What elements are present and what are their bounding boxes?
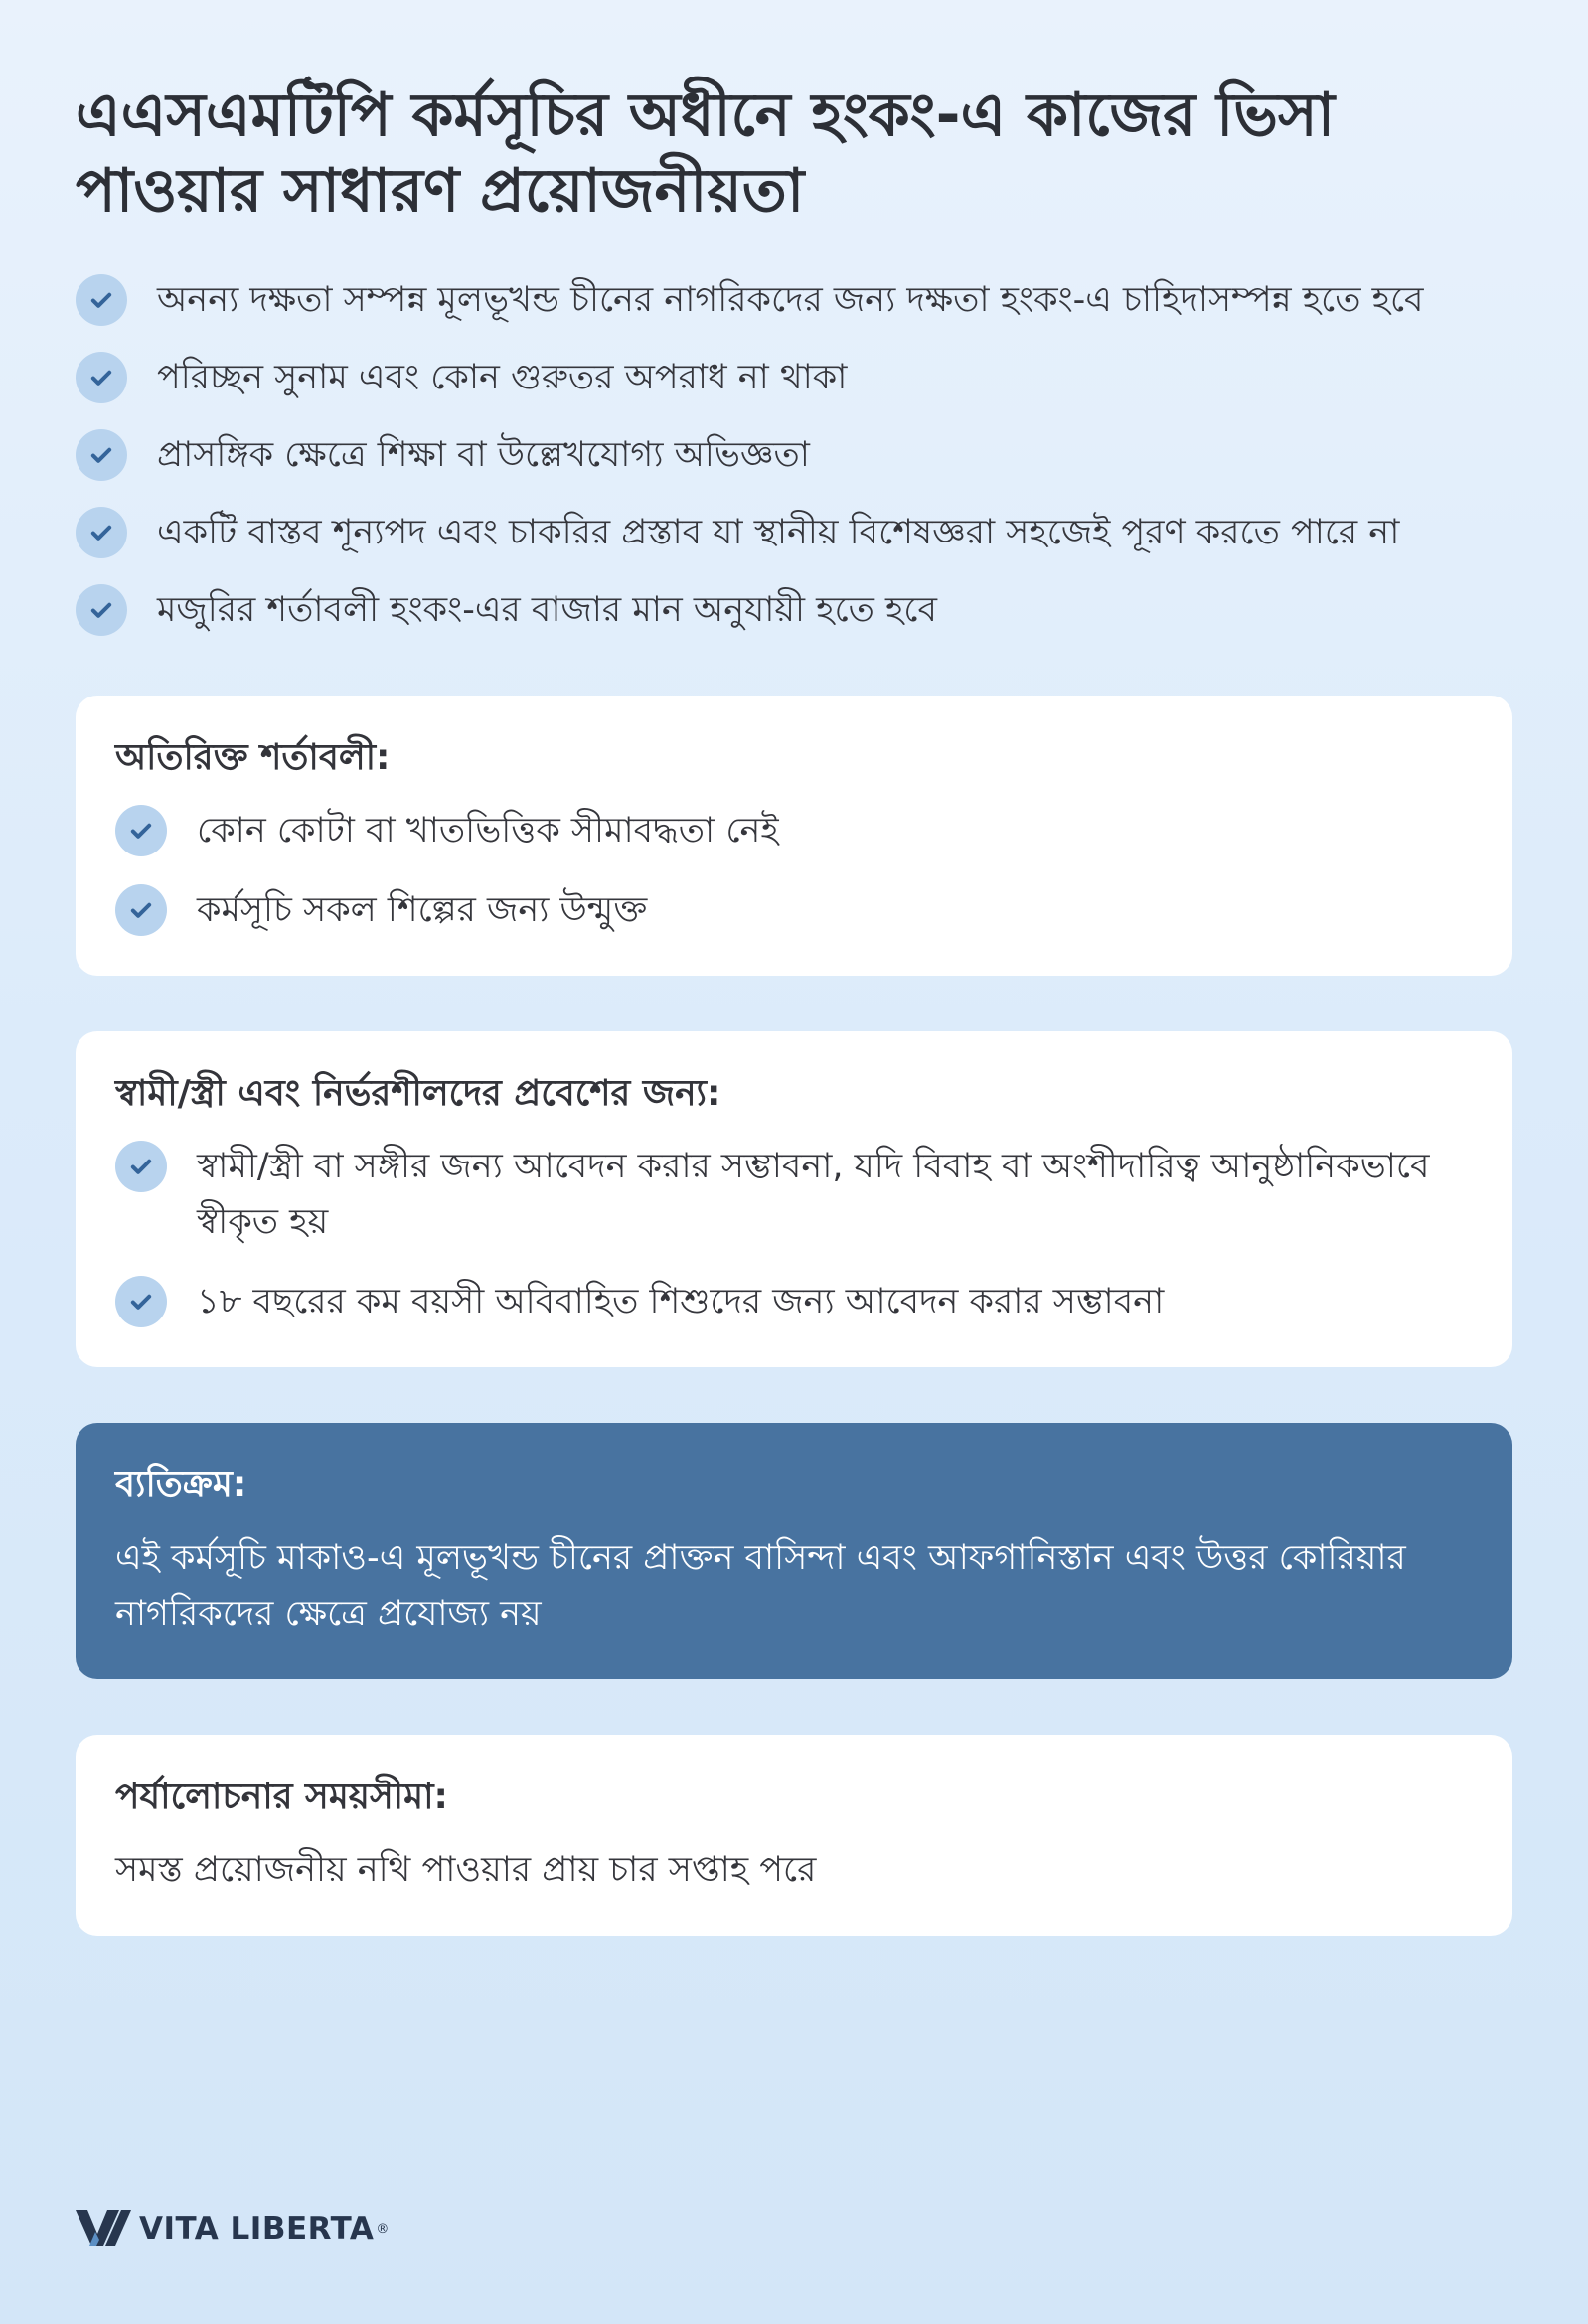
list-item [115,1274,1473,1329]
check-circle-icon [115,1276,167,1327]
list-item [76,505,1512,560]
check-circle-icon [76,352,127,403]
check-circle-icon [76,429,127,481]
requirement-text: পরিচ্ছন সুনাম এবং কোন গুরুতর অপরাধ না থাকা [157,358,848,397]
registered-mark: ® [376,2221,390,2237]
review-card [76,1735,1512,1936]
check-circle-icon [115,1141,167,1192]
list-item [115,1139,1473,1250]
list-item [115,882,1473,938]
additional-conditions-card [76,696,1512,976]
page-title: এএসএমটিপি কর্মসূচির অধীনে হংকং-এ কাজের ভিসা পাওয়ার সাধারণ প্রয়োজনীয়তা [76,80,1336,226]
review-text: সমস্ত প্রয়োজনীয় নথি পাওয়ার প্রায় চার সপ্তাহ পরে [115,1850,817,1890]
requirements-list [76,272,1512,638]
check-circle-icon [76,274,127,326]
dependents-heading: স্বামী/স্ত্রী এবং নির্ভরশীলদের প্রবেশের জন্য: [115,1073,721,1114]
check-circle-icon [76,507,127,558]
exception-text: এই কর্মসূচি মাকাও-এ মূলভূখন্ড চীনের প্রাক্তন বাসিন্দা এবং আফগানিস্তান এবং উত্তর কোরিয়ার নাগরিকদের ক্ষেত্রে প্রযোজ্য নয় [115,1538,1406,1633]
list-item [76,427,1512,483]
dependents-list [115,1139,1473,1329]
brand-logo [76,2206,389,2251]
review-heading: পর্যালোচনার সময়সীমা: [115,1777,448,1817]
check-circle-icon [115,884,167,936]
vita-liberta-logo-icon [76,2206,131,2251]
list-item [76,350,1512,405]
additional-conditions-list [115,803,1473,938]
condition-text: কোন কোটা বা খাতভিত্তিক সীমাবদ্ধতা নেই [197,811,779,851]
requirement-text: একটি বাস্তব শূন্যপদ এবং চাকরির প্রস্তাব যা স্থানীয় বিশেষজ্ঞরা সহজেই পূরণ করতে পারে না [157,513,1400,552]
check-circle-icon [76,584,127,636]
list-item [76,272,1512,328]
list-item [76,582,1512,638]
requirement-text: অনন্য দক্ষতা সম্পন্ন মূলভূখন্ড চীনের নাগরিকদের জন্য দক্ষতা হংকং-এ চাহিদাসম্পন্ন হতে হবে [157,280,1424,320]
condition-text: কর্মসূচি সকল শিল্পের জন্য উন্মুক্ত [197,890,648,930]
exception-heading: ব্যতিক্রম: [115,1465,247,1505]
dependent-text: স্বামী/স্ত্রী বা সঙ্গীর জন্য আবেদন করার সম্ভাবনা, যদি বিবাহ বা অংশীদারিত্ব আনুষ্ঠানিকভাবে স্বীকৃত হয় [197,1147,1430,1242]
infographic [76,77,1512,1936]
brand-name: VITA LIBERTA [139,2211,375,2247]
dependents-card [76,1031,1512,1367]
additional-conditions-heading: অতিরিক্ত শর্তাবলী: [115,737,391,778]
check-circle-icon [115,805,167,856]
dependent-text: ১৮ বছরের কম বয়সী অবিবাহিত শিশুদের জন্য আবেদন করার সম্ভাবনা [197,1282,1165,1321]
requirement-text: প্রাসঙ্গিক ক্ষেত্রে শিক্ষা বা উল্লেখযোগ্য অভিজ্ঞতা [157,435,810,475]
requirement-text: মজুরির শর্তাবলী হংকং-এর বাজার মান অনুযায়ী হতে হবে [157,590,937,630]
exception-card [76,1423,1512,1679]
list-item [115,803,1473,858]
